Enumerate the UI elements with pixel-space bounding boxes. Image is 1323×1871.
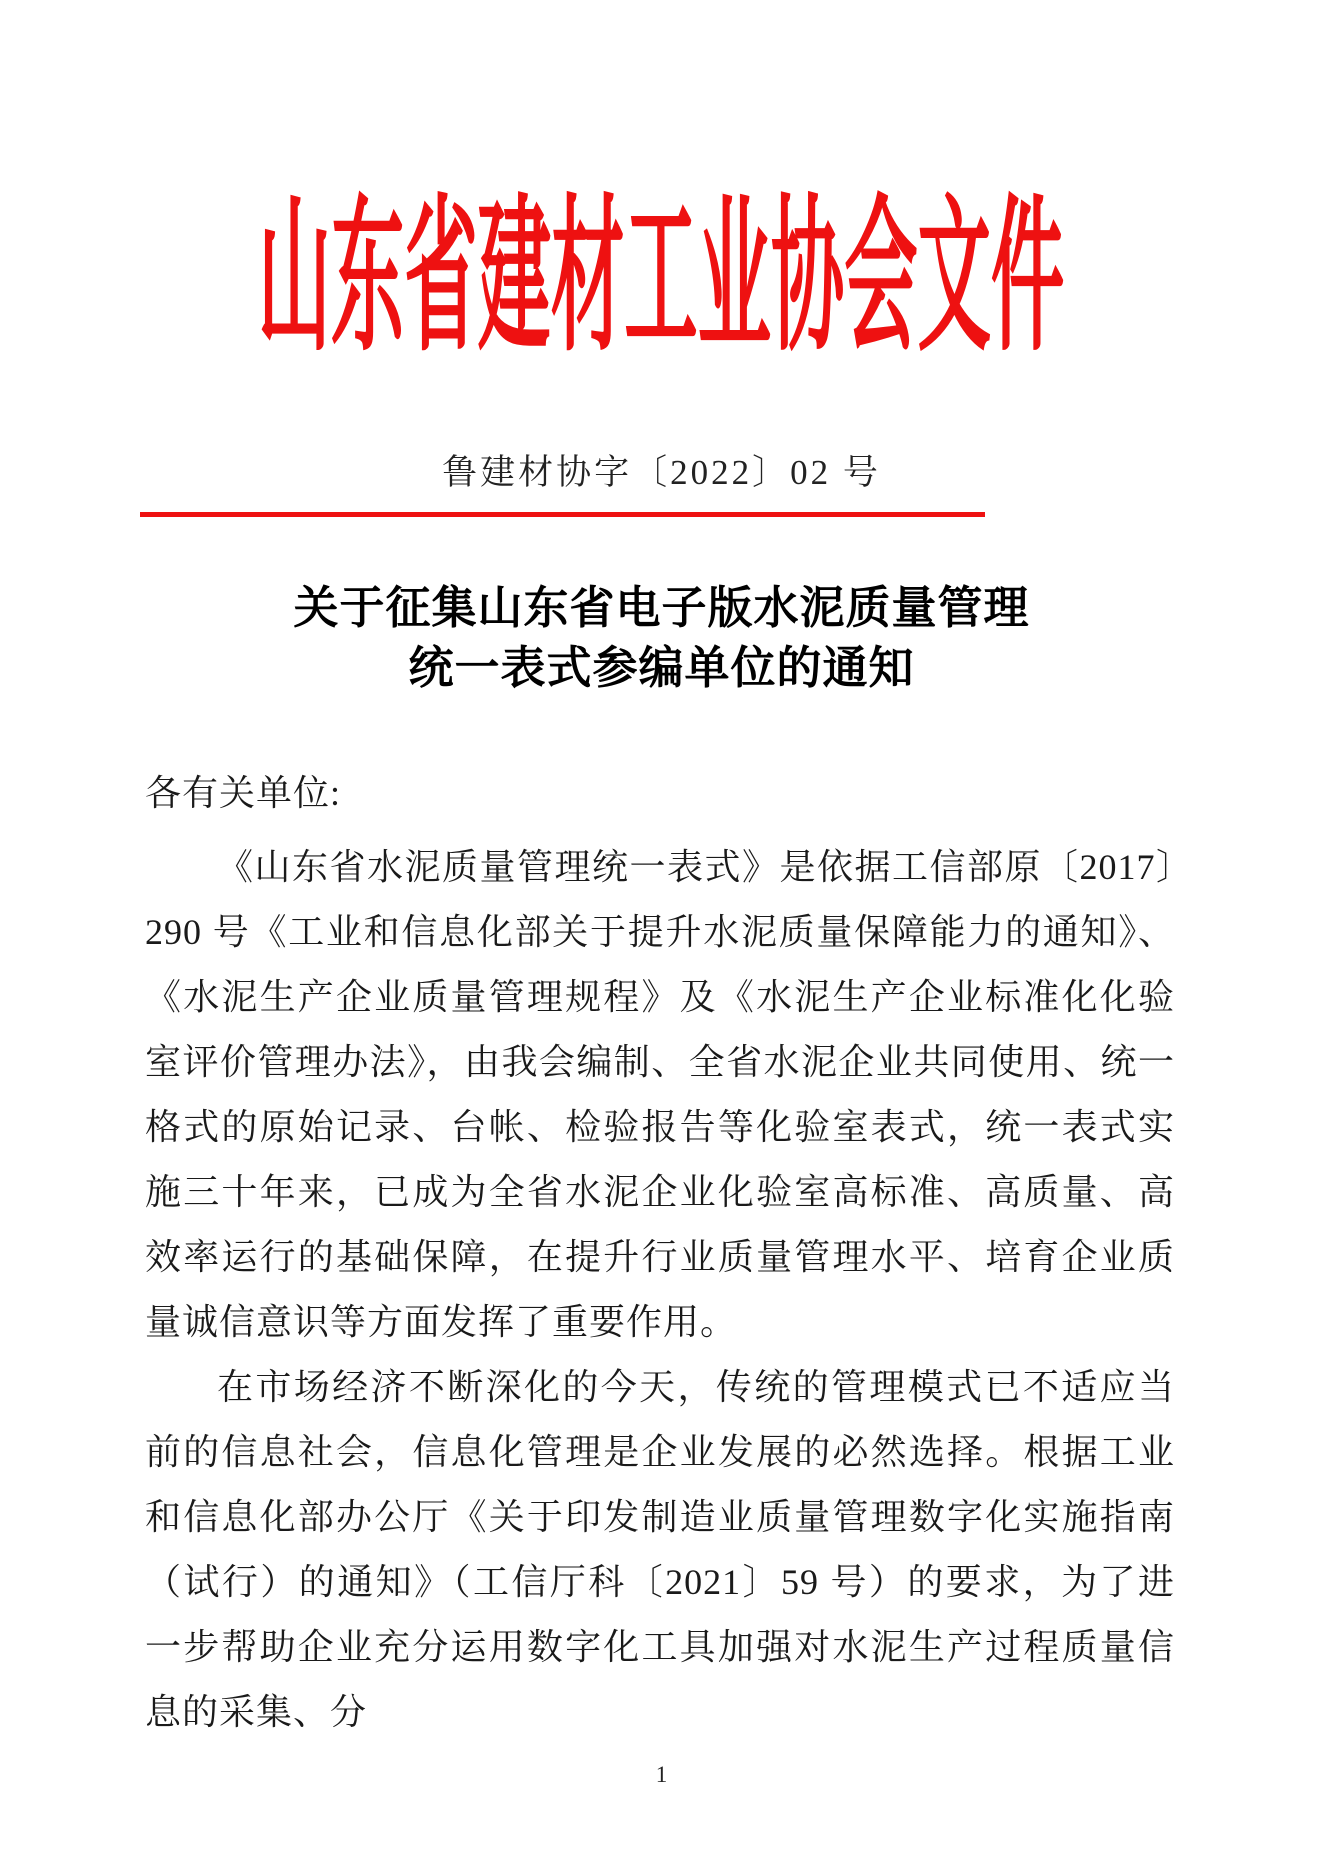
letterhead-title: 山东省建材工业协会文件 — [258, 183, 1065, 371]
salutation: 各有关单位: — [145, 773, 342, 813]
letterhead-banner — [0, 143, 1323, 371]
red-divider-line — [140, 512, 985, 517]
document-reference-number: 鲁建材协字〔2022〕02 号 — [442, 453, 881, 492]
document-title — [0, 578, 1323, 698]
page-number: 1 — [655, 1762, 668, 1787]
document-title-line-2: 统一表式参编单位的通知 — [408, 643, 915, 693]
body-paragraph-1: 《山东省水泥质量管理统一表式》是依据工信部原〔2017〕290 号《工业和信息化部关于提升水泥质量保障能力的通知》、《水泥生产企业质量管理规程》及《水泥生产企业标准化化验室评价管理办法》，由我会编制、全省水泥企业共同使用、统一格式的原始记录、台帐、检验报告等化验室表式，统一表式实施三十年来，已成为全省水泥企业化验室高标准、高质量、高效率运行的基础保障，在提升行业质量管理水平、培育企业质量诚信意识等方面发挥了重要作用。 — [145, 847, 1175, 1342]
document-body — [145, 835, 1175, 1745]
document-title-line-1: 关于征集山东省电子版水泥质量管理 — [293, 583, 1030, 633]
body-paragraph-2: 在市场经济不断深化的今天，传统的管理模式已不适应当前的信息社会，信息化管理是企业发展的必然选择。根据工业和信息化部办公厅《关于印发制造业质量管理数字化实施指南（试行）的通知》（工信厅科〔2021〕59 号）的要求，为了进一步帮助企业充分运用数字化工具加强对水泥生产过程质量信息的采集、分 — [145, 1367, 1175, 1732]
